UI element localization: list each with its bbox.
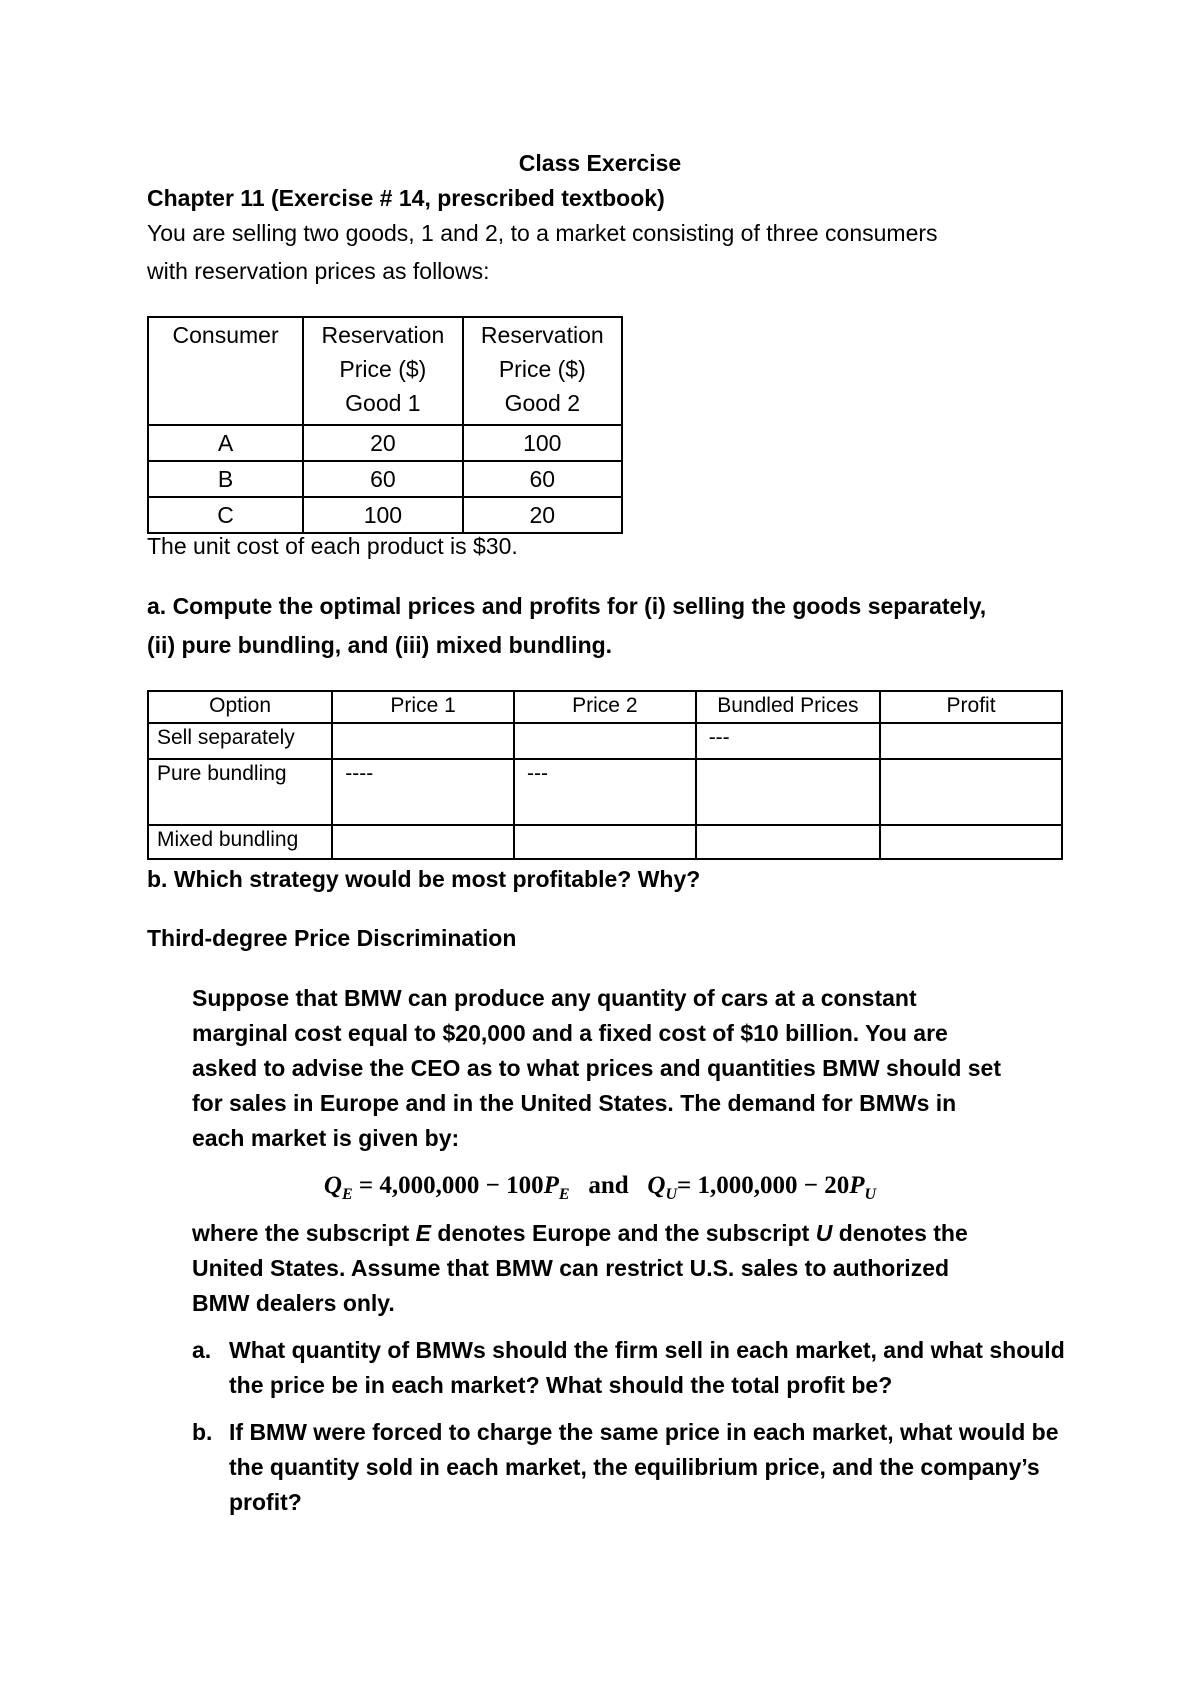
intro-line-1: You are selling two goods, 1 and 2, to a market consisting of three consumers (147, 220, 938, 246)
header-profit: Profit (880, 691, 1062, 723)
option-cell: Pure bundling (148, 759, 332, 825)
bundled-cell (696, 825, 880, 859)
good2-cell: 20 (463, 497, 622, 533)
table-row (148, 825, 1062, 859)
table-row (148, 425, 622, 461)
header-good2: Reservation Price ($) Good 2 (463, 317, 622, 425)
good2-cell: 60 (463, 461, 622, 497)
chapter-heading: Chapter 11 (Exercise # 14, prescribed textbook) (147, 185, 665, 211)
option-cell: Sell separately (148, 723, 332, 759)
consumer-cell: A (148, 425, 303, 461)
where-line-1: where the subscript E denotes Europe and the subscript U denotes the (192, 1220, 968, 1246)
price1-cell (332, 825, 514, 859)
good1-cell: 100 (303, 497, 462, 533)
reservation-price-table (147, 316, 623, 534)
question-b: b. Which strategy would be most profitable? Why? (147, 866, 701, 892)
header-price2: Price 2 (514, 691, 696, 723)
paragraph-line: for sales in Europe and in the United States. The demand for BMWs in (192, 1090, 957, 1116)
unit-cost-text: The unit cost of each product is $30. (147, 533, 518, 559)
page-title: Class Exercise (518, 150, 682, 176)
paragraph-line: marginal cost equal to $20,000 and a fixed cost of $10 billion. You are (192, 1020, 948, 1046)
good1-cell: 60 (303, 461, 462, 497)
question-a-line-2: (ii) pure bundling, and (iii) mixed bundling. (147, 632, 613, 658)
consumer-cell: C (148, 497, 303, 533)
section-heading: Third-degree Price Discrimination (147, 925, 517, 951)
table-row (148, 723, 1062, 759)
table-row (148, 759, 1062, 825)
header-option: Option (148, 691, 332, 723)
profit-cell (880, 723, 1062, 759)
demand-equation: $Q_E = 4,000,000 - 100P_E$ and $Q_U= 1,000,000 - 20P_U$ (323, 1172, 877, 1203)
options-table (147, 690, 1063, 860)
header-bundled: Bundled Prices (696, 691, 880, 723)
profit-cell (880, 825, 1062, 859)
consumer-cell: B (148, 461, 303, 497)
table-header-row (148, 691, 1062, 723)
bundled-cell: --- (696, 723, 880, 759)
list-item-letter: a. (192, 1337, 212, 1363)
price1-cell (332, 723, 514, 759)
header-consumer: Consumer (148, 317, 303, 425)
price2-cell: --- (514, 759, 696, 825)
good2-cell: 100 (463, 425, 622, 461)
header-good1: Reservation Price ($) Good 1 (303, 317, 462, 425)
good1-cell: 20 (303, 425, 462, 461)
header-price1: Price 1 (332, 691, 514, 723)
list-item-text: If BMW were forced to charge the same price in each market, what would be the quantity sold in each market, the equilibrium price, and the company’s profit? (229, 1419, 1059, 1515)
where-line-3: BMW dealers only. (192, 1290, 395, 1316)
paragraph-line: each market is given by: (192, 1125, 460, 1151)
option-cell: Mixed bundling (148, 825, 332, 859)
paragraph-line: asked to advise the CEO as to what prices and quantities BMW should set (192, 1055, 1001, 1081)
table-row (148, 497, 622, 533)
list-item-letter: b. (192, 1419, 213, 1445)
price2-cell (514, 825, 696, 859)
table-header-row (148, 317, 622, 425)
question-a-line-1: a. Compute the optimal prices and profits for (i) selling the goods separately, (147, 593, 987, 619)
profit-cell (880, 759, 1062, 825)
where-line-2: United States. Assume that BMW can restrict U.S. sales to authorized (192, 1255, 950, 1281)
price2-cell (514, 723, 696, 759)
paragraph-line: Suppose that BMW can produce any quantity of cars at a constant (192, 985, 917, 1011)
bundled-cell (696, 759, 880, 825)
price1-cell: ---- (332, 759, 514, 825)
list-item-text: What quantity of BMWs should the firm sell in each market, and what should the price be in each market? What should the total profit be? (229, 1337, 1065, 1398)
intro-line-2: with reservation prices as follows: (147, 258, 490, 284)
table-row (148, 461, 622, 497)
